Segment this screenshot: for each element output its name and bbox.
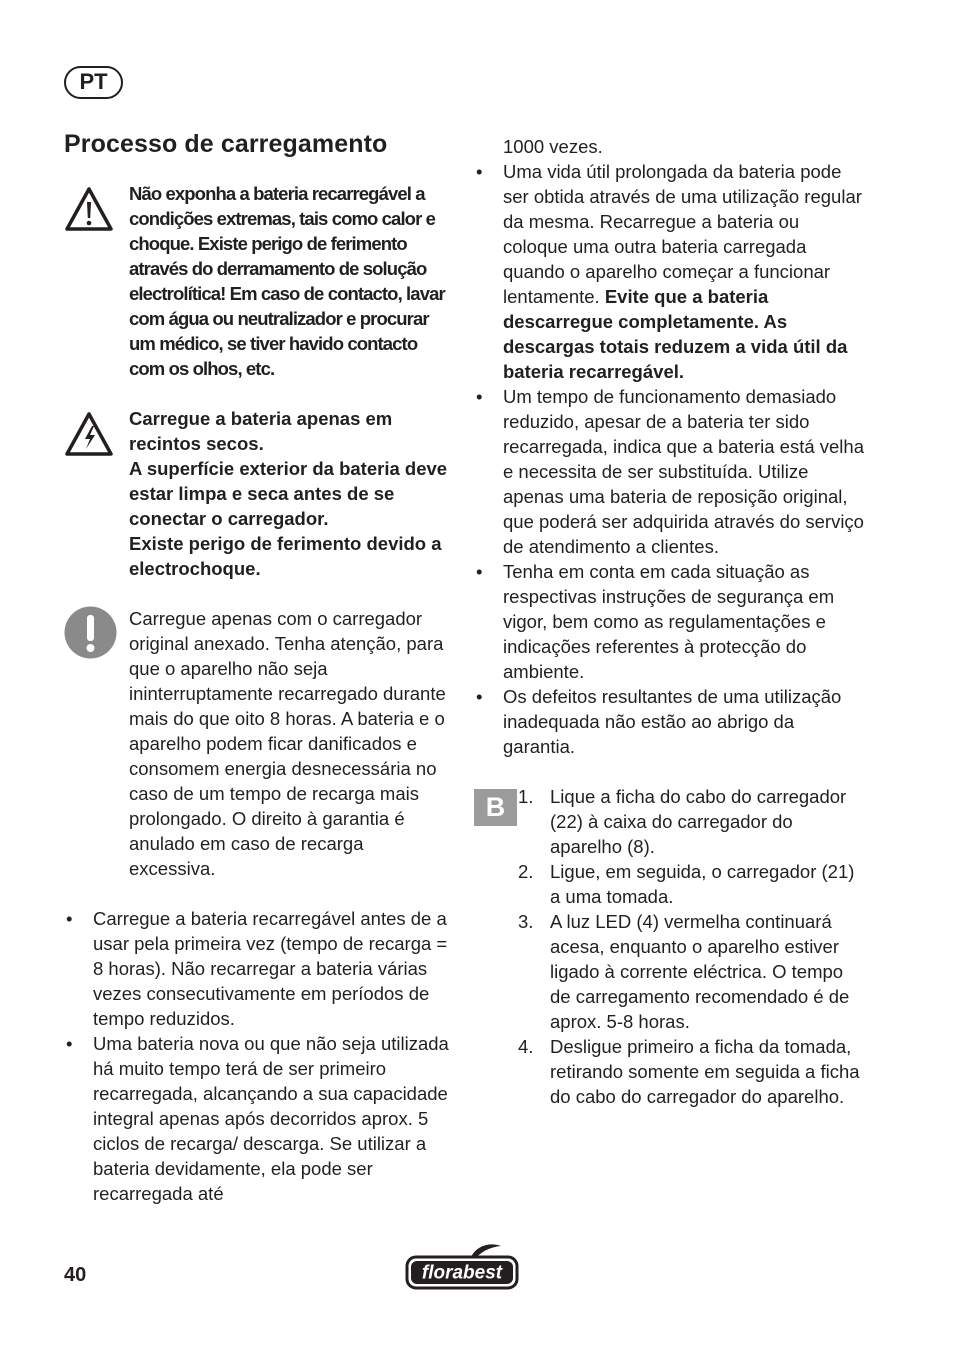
step-number: 3. [518,911,534,932]
step-number: 4. [518,1036,534,1057]
bullet-glyph: • [476,161,483,182]
step-number: 1. [518,786,534,807]
florabest-logo [404,1243,520,1291]
left-bullet-list [64,906,452,1206]
step-text: Desligue primeiro a ficha da tomada, retirando somente em seguida a ficha do cabo do carregador do aparelho. [550,1036,860,1107]
electric-text-1: Carregue a bateria apenas em recintos secos. [129,408,393,454]
step-item [517,1034,864,1109]
bullet-glyph: • [476,561,483,582]
warning-triangle-icon [64,185,114,235]
step-text: A luz LED (4) vermelha continuará acesa, enquanto o aparelho estiver ligado à corrente eléctrica. O tempo de carregamento recomendado é de aprox. 5-8 horas. [550,911,850,1032]
bullet-glyph: • [66,908,73,929]
section-title: Processo de carregamento [64,130,388,158]
continued-text: 1000 vezes. [503,136,603,157]
step-item [517,784,864,859]
list-item [474,559,864,684]
list-item [474,684,864,759]
step-text: Lique a ficha do cabo do carregador (22) à caixa do carregador do aparelho (8). [550,786,847,857]
electric-hazard-notice [64,406,452,581]
info-text: Carregue apenas com o carregador original anexado. Tenha atenção, para que o aparelho não seja ininterruptamente recarregado durante mais do que oito 8 horas. A bateria e o aparelho podem ficar danificados e consomem energia desnecessária no caso de um tempo de recarga mais prolongado. O direito à garantia é anulado em caso de recarga excessiva. [129,608,446,879]
warning-text: Não exponha a bateria recarregável a condições extremas, tais como calor e choque. Existe perigo de ferimento através do derramamento de solução electrolítica! Em caso de contacto, lavar com água ou neutralizador e procurar um médico, se tiver havido contacto com os olhos, etc. [129,183,445,379]
figure-marker-b: B [474,789,517,826]
brand-name: florabest [421,1262,503,1284]
bullet-glyph: • [66,1033,73,1054]
list-item-text: Os defeitos resultantes de uma utilização inadequada não estão ao abrigo da garantia. [503,686,842,757]
list-item [474,159,864,384]
exclamation-circle-icon [64,606,117,659]
right-column [474,134,864,1109]
step-number: 2. [518,861,534,882]
step-item [517,909,864,1034]
list-item [64,1031,452,1206]
page-number: 40 [64,1264,87,1286]
list-item-text: Uma bateria nova ou que não seja utilizada há muito tempo terá de ser primeiro recarregada, alcançando a sua capacidade integral apenas após decorridos aprox. 5 ciclos de recarga/ descarga. Se utilizar a bateria devidamente, ela pode ser recarregada até [93,1033,449,1204]
bullet-glyph: • [476,686,483,707]
steps-list [517,784,864,1109]
electric-text-3: Existe perigo de ferimento devido a electrochoque. [129,533,442,579]
info-notice [64,606,452,881]
electric-hazard-icon [64,410,114,460]
step-text: Ligue, em seguida, o carregador (21) a uma tomada. [550,861,855,907]
list-item-text: Um tempo de funcionamento demasiado reduzido, apesar de a bateria ter sido recarregada, indica que a bateria está velha e necessita de ser substituída. Utilize apenas uma bateria de reposição original, que poderá ser adquirida através do serviço de atendimento a clientes. [503,386,864,557]
right-bullet-list [474,159,864,759]
list-item-text: Carregue a bateria recarregável antes de a usar pela primeira vez (tempo de recarga = 8 horas). Não recarregar a bateria várias vezes consecutivamente em períodos de tempo reduzidos. [93,908,448,1029]
list-item-text: Tenha em conta em cada situação as respectivas instruções de segurança em vigor, bem como as regulamentações e indicações referentes à protecção do ambiente. [503,561,835,682]
charging-steps [474,784,864,1109]
warning-notice [64,181,452,381]
bullet-glyph: • [476,386,483,407]
list-item-text: Uma vida útil prolongada da bateria pode ser obtida através de uma utilização regular da mesma. Recarregue a bateria ou coloque uma outra bateria carregada quando o aparelho começar a funcionar lentamente. [503,161,862,307]
list-item [64,906,452,1031]
language-badge: PT [64,66,123,99]
list-item [474,384,864,559]
electric-text-2: A superfície exterior da bateria deve estar limpa e seca antes de se conectar o carregador. [129,458,448,529]
step-item [517,859,864,909]
list-item-bold-text: Evite que a bateria descarregue completamente. As descargas totais reduzem a vida útil da bateria recarregável. [503,286,848,382]
left-column [64,128,452,1206]
